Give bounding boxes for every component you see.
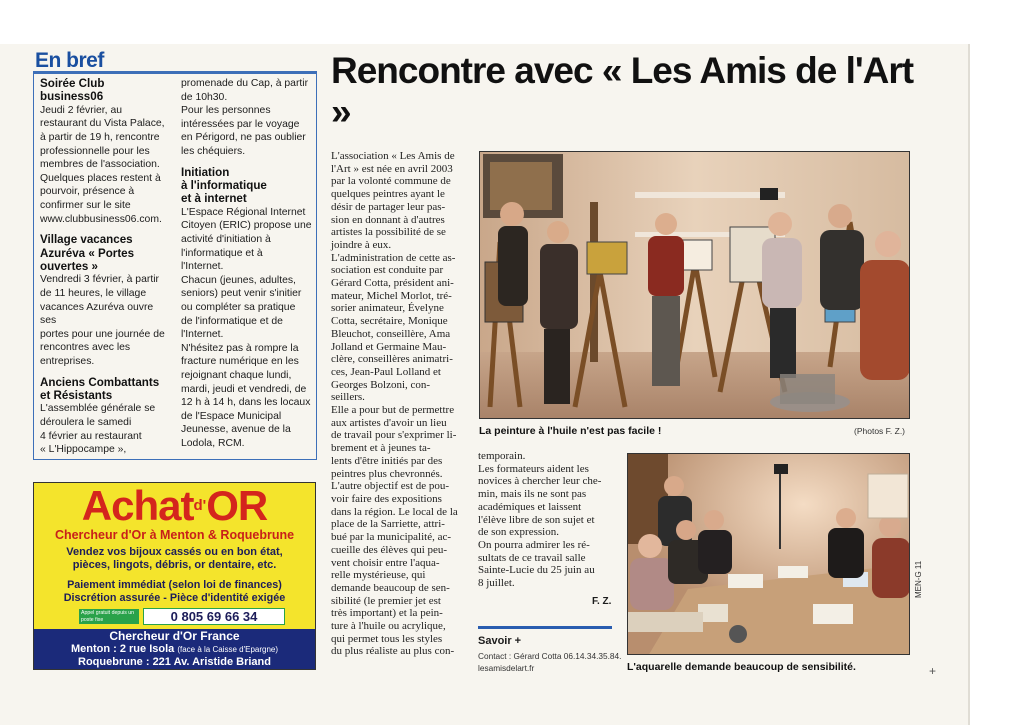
brief-item bbox=[40, 376, 172, 457]
article-body-column-2 bbox=[478, 450, 616, 590]
brief-item-text: à partir de 19 h, rencontre bbox=[40, 132, 160, 143]
photo-watercolor-class bbox=[627, 453, 910, 655]
article-text-line: voir faire des expositions bbox=[331, 492, 442, 505]
brief-item-text: professionnelle pour les bbox=[40, 145, 150, 157]
brief-item-text: déroulera le samedi bbox=[40, 416, 132, 428]
savoir-divider bbox=[478, 626, 612, 629]
registration-mark: + bbox=[929, 664, 937, 678]
brief-item-text: 4 février au restaurant bbox=[40, 430, 142, 442]
article-text-line: du plus réaliste au plus con- bbox=[331, 645, 455, 658]
ad-offer-text: Vendez vos bijoux cassés ou en bon état, pièces, lingots, débris, or dentaire, etc. bbox=[66, 546, 283, 571]
article-text-line: ces, Jean-Paul Lolland et bbox=[331, 365, 441, 378]
article-text-line: L'autre objectif est de pou- bbox=[331, 480, 450, 493]
article-signature: F. Z. bbox=[592, 596, 612, 607]
brief-item-text: membres de l'association. bbox=[40, 159, 160, 171]
photo-caption-watercolor: L'aquarelle demande beaucoup de sensibilité. bbox=[627, 661, 856, 673]
brief-item-text: confirmer sur le site bbox=[40, 199, 131, 211]
brief-item bbox=[40, 233, 172, 368]
article-text-line: Les formateurs aident les bbox=[478, 462, 589, 475]
brief-item-text: www.clubbusiness06.com. bbox=[40, 213, 162, 225]
brief-item-text: l'Internet. bbox=[181, 261, 224, 273]
brief-item bbox=[40, 77, 172, 226]
brief-item-text: fracture numérique en les bbox=[181, 356, 299, 368]
brief-item-text: ou compléter sa pratique bbox=[181, 301, 296, 313]
article-text-line: place de la Sarriette, attri- bbox=[331, 518, 445, 531]
brief-item-text: N'hésitez pas à rompre la bbox=[181, 342, 299, 354]
article-text-line: qui permet tous les styles bbox=[331, 632, 443, 645]
brief-item-heading: Anciens Combattants bbox=[40, 375, 160, 389]
article-text-line: cueille des élèves qui peu- bbox=[331, 543, 448, 556]
brief-item-text: pourvoir, présence à bbox=[40, 186, 135, 198]
brief-item-text: rejoignant chaque lundi, bbox=[181, 369, 292, 381]
photo-credit: (Photos F. Z.) bbox=[854, 426, 906, 436]
brief-item-text: Chacun (jeunes, adultes, bbox=[181, 274, 296, 286]
article-text-line: de travail pour s'exprimer li- bbox=[331, 429, 457, 442]
article-text-line: demande beaucoup de sen- bbox=[331, 581, 450, 594]
article-headline: Rencontre avec « Les Amis de l'Art » bbox=[331, 50, 914, 132]
article-text-line: sibilité (le premier jet est bbox=[331, 594, 441, 607]
gold-buyer-advertisement bbox=[33, 482, 316, 670]
article-text-line: min, mais ils ne sont pas bbox=[478, 488, 587, 501]
article-body-column-1 bbox=[331, 150, 469, 658]
brief-item-heading: Soirée Club bbox=[40, 77, 105, 90]
ad-phone-note: Appel gratuit depuis un poste fixe bbox=[79, 609, 139, 624]
article-text-line: l'Art » est née en avril 2003 bbox=[331, 162, 453, 175]
photo-caption-oil-painting: La peinture à l'huile n'est pas facile ! bbox=[479, 425, 662, 437]
ad-payment-text: Paiement immédiat (selon loi de finances) Discrétion assurée - Pièce d'identité exigée bbox=[63, 579, 286, 604]
savoir-contact: Contact : Gérard Cotta 06.14.34.35.84. lesamisdelart.fr bbox=[478, 651, 622, 673]
brief-item-text: intéressées par le voyage bbox=[181, 118, 300, 130]
brief-item bbox=[181, 77, 313, 159]
brief-item-text: portes pour une journée de bbox=[40, 328, 165, 340]
article-text-line: par la volonté commune de bbox=[331, 175, 451, 188]
article-text-line: désir de partager leur pas- bbox=[331, 200, 446, 213]
ad-phone-number: 0 805 69 66 34 bbox=[143, 608, 285, 625]
article-text-line: seillers. bbox=[331, 391, 365, 404]
brief-item-text: Pour les personnes bbox=[181, 105, 271, 117]
brief-item-heading: business06 bbox=[40, 90, 104, 104]
article-text-line: académiques et laissent bbox=[478, 500, 582, 513]
brief-item-heading: et Résistants bbox=[40, 388, 113, 402]
brief-item-text: vacances Azuréva ouvre ses bbox=[40, 301, 154, 327]
savoir-title: Savoir + bbox=[478, 635, 522, 647]
article-text-line: relle mystérieuse, qui bbox=[331, 569, 426, 582]
page-folio: MEN-G 11 bbox=[914, 560, 923, 598]
article-text-line: brement et à jeunes ta- bbox=[331, 442, 431, 455]
article-text-line: Georges Bolzoni, con- bbox=[331, 378, 431, 391]
brief-section-title: En bref bbox=[35, 49, 104, 72]
brief-item-text: rencontres avec les bbox=[40, 342, 131, 354]
brief-item-text: l'informatique et à bbox=[181, 247, 263, 259]
brief-item-text: Jeunesse, avenue de la bbox=[181, 424, 291, 436]
article-text-line: très important) et la pein- bbox=[331, 607, 443, 620]
article-text-line: sociation est conduite par bbox=[331, 264, 444, 277]
ad-brand-logo: Achat$^{d'}$OR bbox=[81, 482, 268, 529]
article-text-line: peintres plus chevronnés. bbox=[331, 467, 443, 480]
brief-item-text: Vendredi 3 février, à partir bbox=[40, 274, 159, 286]
brief-item-text: de l'informatique et de bbox=[181, 315, 283, 327]
article-text-line: lents d'être initiés par des bbox=[331, 454, 443, 467]
article-text-line: Jolland et Germaine Mau- bbox=[331, 340, 447, 353]
brief-item-text: 12 h à 14 h, dans les locaux bbox=[181, 397, 311, 409]
article-text-line: 8 juillet. bbox=[478, 577, 515, 590]
brief-item-text: promenade du Cap, à partir bbox=[181, 78, 309, 89]
ad-subtitle: Chercheur d'Or à Menton & Roquebrune bbox=[54, 528, 295, 542]
brief-item-heading: ouvertes » bbox=[40, 259, 98, 273]
article-text-line: Elle a pour but de permettre bbox=[331, 404, 455, 417]
article-text-line: Bleuchot, conseillère, Ama bbox=[331, 327, 451, 340]
brief-item-text: L'assemblée générale se bbox=[40, 403, 156, 415]
article-text-line: temporain. bbox=[478, 450, 526, 462]
brief-item-text: seniors) peut venir s'initier bbox=[181, 288, 302, 300]
brief-item-text: mardi, jeudi et vendredi, de bbox=[181, 383, 307, 395]
article-text-line: aux artistes d'avoir un lieu bbox=[331, 416, 447, 429]
ad-address-footer: Chercheur d'Or France Menton : 2 rue Isola (face à la Caisse d'Epargne) Roquebrune : 221 Av. Aristide Briand bbox=[34, 629, 315, 670]
article-text-line: bué par la municipalité, ac- bbox=[331, 531, 452, 544]
brief-item-text: Quelques places restent à bbox=[40, 172, 161, 184]
brief-item-text: L'Espace Régional Internet bbox=[181, 206, 306, 218]
brief-column-2 bbox=[181, 77, 313, 457]
ad-phone-block bbox=[79, 608, 289, 625]
article-text-line: L'administration de cette as- bbox=[331, 251, 456, 264]
article-text-line: mateur, Michel Morlot, tré- bbox=[331, 289, 452, 302]
brief-item-text: entreprises. bbox=[40, 355, 95, 367]
article-text-line: dans la région. Le local de la bbox=[331, 505, 458, 518]
article-text-line: Cotta, secrétaire, Monique bbox=[331, 315, 448, 328]
article-text-line: L'association « Les Amis de bbox=[331, 150, 455, 162]
article-text-line: clère, conseillères animatri- bbox=[331, 353, 453, 366]
brief-item-text: « L'Hippocampe », bbox=[40, 444, 127, 456]
article-text-line: Sainte-Lucie du 25 juin au bbox=[478, 564, 595, 577]
brief-item-text: Citoyen (ERIC) propose une bbox=[181, 220, 312, 232]
article-text-line: ture à l'huile ou acrylique, bbox=[331, 620, 446, 633]
brief-column-1 bbox=[40, 77, 172, 464]
brief-item-text: en Périgord, ne pas oublier bbox=[181, 132, 306, 144]
brief-item-heading: Azuréva « Portes bbox=[40, 246, 135, 260]
article-text-line: l'élève libre de son sujet et bbox=[478, 513, 595, 526]
brief-item-text: les chéquiers. bbox=[181, 145, 246, 157]
brief-item-text: de 10h30. bbox=[181, 91, 228, 103]
brief-item-heading: Village vacances bbox=[40, 233, 133, 247]
brief-item-text: Jeudi 2 février, au bbox=[40, 104, 123, 116]
brief-item-text: Lodola, RCM. bbox=[181, 437, 245, 449]
article-text-line: sorier animateur, Évelyne bbox=[331, 302, 444, 315]
brief-item-text: restaurant du Vista Palace, bbox=[40, 118, 165, 130]
brief-item-heading: à l'informatique bbox=[181, 178, 267, 192]
brief-item-text: activité d'initiation à bbox=[181, 233, 271, 245]
article-text-line: joindre à eux. bbox=[331, 238, 392, 251]
brief-item-text: de 11 heures, le village bbox=[40, 287, 147, 299]
article-text-line: quelques peintres ayant le bbox=[331, 188, 445, 201]
article-text-line: Gérard Cotta, président ani- bbox=[331, 277, 454, 290]
article-text-line: On pourra admirer les ré- bbox=[478, 538, 590, 551]
article-text-line: artistes la possibilité de se bbox=[331, 226, 446, 239]
brief-item-heading: et à internet bbox=[181, 192, 247, 206]
brief-item-text: l'Internet. bbox=[181, 329, 224, 341]
brief-item-text: de l'Espace Municipal bbox=[181, 410, 282, 422]
photo-oil-painting-class bbox=[479, 151, 910, 419]
brief-item bbox=[181, 166, 313, 451]
article-text-line: novices à chercher leur che- bbox=[478, 475, 602, 488]
article-text-line: de son expression. bbox=[478, 526, 559, 539]
article-text-line: sion en donnant à d'autres bbox=[331, 213, 445, 226]
article-text-line: vent choisir entre l'aqua- bbox=[331, 556, 440, 569]
brief-item-heading: Initiation bbox=[181, 165, 230, 179]
article-text-line: sultats de ce travail salle bbox=[478, 551, 586, 564]
